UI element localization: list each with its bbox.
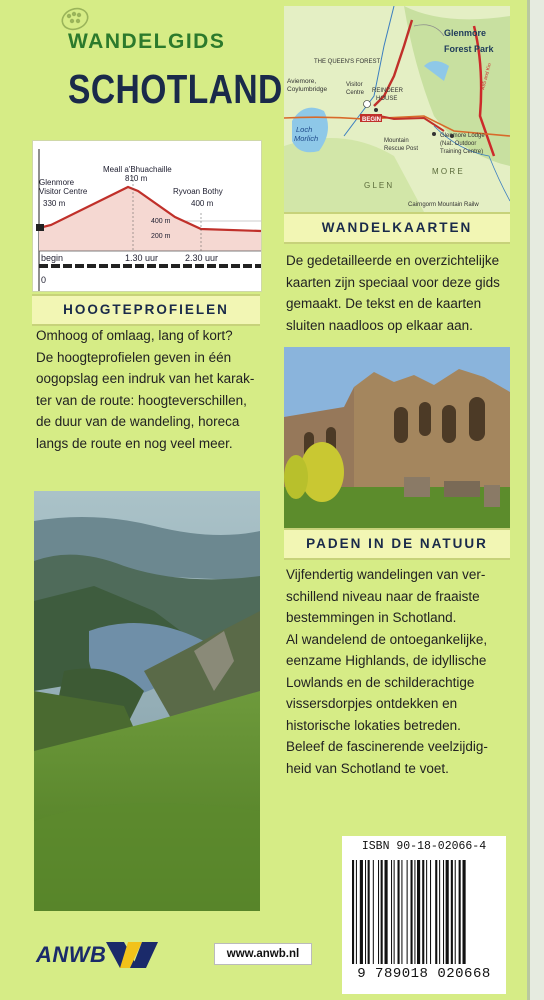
barcode-bar — [352, 860, 354, 964]
barcode-label — [342, 836, 506, 994]
map-label-road: A95 and Kin — [480, 62, 493, 91]
barcode-bar — [378, 860, 379, 964]
anwb-wordmark: ANWB — [36, 942, 107, 967]
barcode-bar — [394, 860, 395, 964]
website-box — [214, 943, 312, 965]
barcode-bar — [365, 860, 366, 964]
map-label-visitor-2: Centre — [346, 90, 365, 96]
time-begin: begin — [41, 253, 64, 263]
start-name-1: Glenmore — [39, 178, 75, 187]
map-label-aviemore-1: Aviemore, — [287, 78, 317, 85]
website-link[interactable]: www.anwb.nl — [226, 948, 300, 960]
end-altitude: 400 m — [191, 199, 214, 208]
map-label-visitor-1: Visitor — [346, 82, 363, 88]
barcode-bar — [443, 860, 444, 964]
map-label-forest-park: Forest Park — [444, 44, 494, 54]
profile-chart — [33, 141, 261, 291]
barcode-bar — [426, 860, 427, 964]
barcode-bar — [435, 860, 437, 964]
map-label-mountain-2: Rescue Post — [384, 146, 419, 152]
map-label-cairngorm: Cairngorm Mountain Railw — [408, 202, 479, 208]
map-label-reindeer-2: HOUSE — [376, 96, 398, 102]
page-edge — [530, 0, 544, 1000]
barcode-bar — [368, 860, 370, 964]
peak-name: Meall a'Bhuachaille — [103, 165, 172, 174]
barcode-bar — [356, 860, 357, 964]
axis-zero: 0 — [41, 275, 47, 285]
map-label-reindeer-1: REINDEER — [372, 88, 404, 94]
barcode-bar — [411, 860, 413, 964]
barcode-bar — [439, 860, 440, 964]
paths-text: Vijfendertig wandelingen van ver- schillend niveau naar de fraaiste bestemmingen in Schotland. Al wandelend de ontoegankelijke, eenzame Highlands, de idyllische Lowlands en de schilderachtige vissersdorpjes ontdekken en historische lokaties betreden. Beleef de fascinerende veelzijdig- heid van Schotland te voet. — [286, 567, 488, 776]
barcode-bar — [422, 860, 424, 964]
map-label-lodge-1: Glenmore Lodge — [440, 133, 485, 139]
barcode-bar — [373, 860, 374, 964]
barcode-bar — [360, 860, 363, 964]
abbey-ruins-photo — [284, 347, 510, 528]
map-label-mountain-1: Mountain — [384, 138, 409, 144]
map-label-loch-1: Loch — [296, 125, 313, 134]
barcode-bar — [385, 860, 388, 964]
map-label-queens-forest: THE QUEEN'S FOREST — [314, 59, 381, 65]
barcode-bar — [398, 860, 400, 964]
barcode-bar — [401, 860, 402, 964]
map-label-glen: G L E N — [364, 181, 393, 190]
banner-paths: PADEN IN DE NATUUR — [284, 528, 510, 560]
time-mid: 1.30 uur — [125, 253, 159, 263]
anwb-chevrons-icon — [102, 938, 162, 972]
barcode-bar — [463, 860, 466, 964]
level-200: 200 m — [151, 233, 171, 240]
barcode-bar — [407, 860, 408, 964]
map-label-lodge-2: (Nat. Outdoor — [440, 141, 477, 147]
barcode-bar — [391, 860, 392, 964]
banner-maps: WANDELKAARTEN — [284, 212, 510, 244]
boot-icon — [58, 6, 92, 32]
map-label-loch-2: Morlich — [294, 134, 319, 143]
barcode-bar — [455, 860, 456, 964]
peak-altitude: 810 m — [125, 174, 148, 183]
map-label-lodge-3: Training Centre) — [440, 149, 484, 155]
maps-text: De gedetailleerde en overzichtelijke kaarten zijn speciaal voor deze gids gemaakt. De tekst en de kaarten sluiten naadloos op elkaar aan. — [286, 253, 500, 333]
route-map — [284, 6, 510, 212]
barcode-bar — [446, 860, 449, 964]
barcode-number: 9 789018 020668 — [357, 966, 491, 982]
barcode-bar — [381, 860, 383, 964]
barcode-bar — [417, 860, 420, 964]
profiles-text: Omhoog of omlaag, lang of kort? De hoogteprofielen geven in één oogopslag een indruk van het karak- ter van de route: hoogteverschillen, de duur van de wandeling, horeca langs de route en nog veel meer. — [36, 328, 255, 451]
time-end: 2.30 uur — [185, 253, 219, 263]
barcode-bar — [414, 860, 415, 964]
map-label-begin: BEGIN — [362, 117, 382, 123]
map-label-glenmore: Glenmore — [444, 28, 487, 38]
level-400: 400 m — [151, 218, 171, 225]
map-label-aviemore-2: Coylumbridge — [287, 86, 328, 93]
end-name: Ryvoan Bothy — [173, 187, 223, 196]
height-profile — [32, 140, 262, 292]
barcode-bar — [459, 860, 461, 964]
anwb-logo — [36, 938, 156, 972]
banner-profiles: HOOGTEPROFIELEN — [32, 294, 260, 326]
start-altitude: 330 m — [43, 199, 66, 208]
isbn-text: ISBN 90-18-02066-4 — [361, 840, 487, 853]
barcode-bar — [430, 860, 431, 964]
barcode — [352, 860, 498, 964]
map-label-more: M O R E — [432, 167, 463, 176]
book-title: SCHOTLAND — [68, 66, 283, 112]
loch-landscape-photo — [34, 491, 260, 911]
start-name-2: Visitor Centre — [39, 187, 88, 196]
barcode-bar — [451, 860, 453, 964]
series-title: WANDELGIDS — [68, 30, 226, 53]
